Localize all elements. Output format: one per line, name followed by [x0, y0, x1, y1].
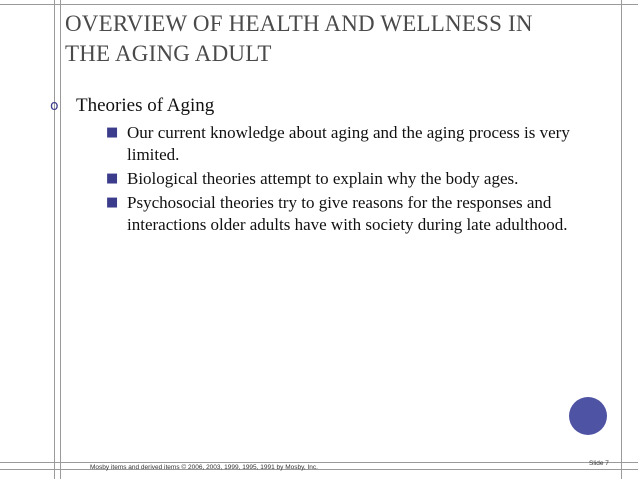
square-bullet-icon: ■	[106, 171, 119, 186]
sub-bullet-list	[76, 122, 618, 236]
square-bullet-icon: ■	[106, 125, 119, 140]
sub-bullet	[76, 192, 618, 236]
slide-number: Slide 7	[589, 460, 609, 467]
main-bullet	[48, 94, 618, 236]
sub-bullet	[76, 168, 618, 190]
slide-title	[65, 9, 615, 69]
sub-bullet-text: Biological theories attempt to explain why the body ages.	[127, 169, 519, 188]
footer-copyright: Mosby items and derived items © 2006, 2003, 1999, 1995, 1991 by Mosby, Inc.	[90, 464, 318, 471]
square-bullet-icon: ■	[106, 195, 119, 210]
bullet-list	[48, 94, 618, 238]
hollow-circle-bullet-icon: o	[50, 98, 59, 114]
sub-bullet-text: Our current knowledge about aging and the aging process is very limited.	[127, 123, 570, 164]
slide-title-line-1: OVERVIEW OF HEALTH AND WELLNESS IN	[65, 11, 533, 36]
left-rule-inner	[60, 0, 61, 479]
top-rule	[0, 4, 638, 5]
main-bullet-text: Theories of Aging	[76, 95, 215, 116]
bottom-rule-upper	[0, 462, 638, 463]
left-rule-outer	[54, 0, 55, 479]
decorative-circle	[569, 397, 607, 435]
slide-title-line-2: THE AGING ADULT	[65, 41, 272, 66]
sub-bullet-text: Psychosocial theories try to give reasons for the responses and interactions older adults have with society during late adulthood.	[127, 193, 568, 234]
sub-bullet	[76, 122, 618, 166]
right-rule	[621, 0, 622, 479]
